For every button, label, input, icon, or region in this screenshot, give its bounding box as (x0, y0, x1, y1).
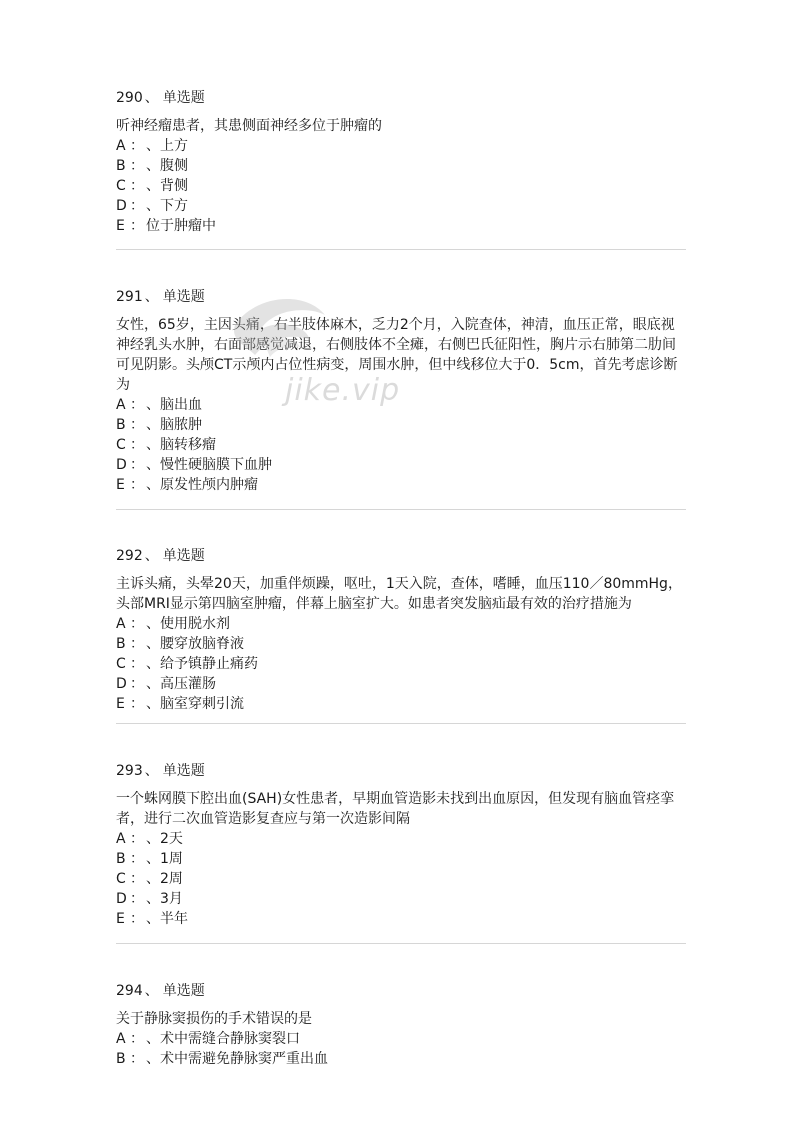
option-colon: ： (130, 158, 144, 174)
option-d[interactable] (116, 889, 686, 909)
question-number: 292 (116, 548, 143, 564)
option-e[interactable] (116, 216, 686, 236)
question-type: 单选题 (162, 983, 205, 999)
option-letter: D (116, 457, 127, 473)
option-text: 、2周 (146, 871, 183, 887)
divider (116, 723, 686, 724)
option-colon: ： (130, 676, 144, 692)
question-number: 290 (116, 90, 143, 106)
divider (116, 509, 686, 510)
option-colon: ： (130, 1031, 144, 1047)
option-b[interactable] (116, 849, 686, 869)
option-text: 、脑转移瘤 (146, 437, 216, 453)
option-letter: D (116, 891, 127, 907)
question-type: 单选题 (162, 90, 205, 106)
option-text: 位于肿瘤中 (146, 218, 216, 234)
option-d[interactable] (116, 196, 686, 216)
question-293 (116, 761, 686, 929)
option-colon: ： (130, 477, 144, 493)
question-number: 294 (116, 983, 143, 999)
watermark-text: jike.vip (285, 373, 401, 408)
option-text: 、下方 (146, 198, 188, 214)
option-letter: E (116, 911, 125, 927)
option-letter: D (116, 198, 127, 214)
option-text: 、上方 (146, 138, 188, 154)
option-letter: C (116, 437, 126, 453)
option-letter: B (116, 851, 126, 867)
question-type: 单选题 (162, 289, 205, 305)
option-letter: D (116, 676, 127, 692)
option-text: 、给予镇静止痛药 (146, 656, 258, 672)
option-colon: ： (130, 178, 144, 194)
option-colon: ： (130, 891, 144, 907)
option-colon: ： (130, 138, 144, 154)
option-letter: A (116, 616, 126, 632)
question-separator: 、 (144, 763, 159, 779)
question-stem: 一个蛛网膜下腔出血(SAH)女性患者，早期血管造影未找到出血原因，但发现有脑血管痉挛者，进行二次血管造影复查应与第一次造影间隔 (116, 791, 675, 827)
option-colon: ： (130, 696, 144, 712)
option-colon: ： (130, 1051, 144, 1067)
option-a[interactable] (116, 136, 686, 156)
option-text: 、1周 (146, 851, 183, 867)
question-header (116, 287, 686, 307)
option-colon: ： (130, 437, 144, 453)
option-colon: ： (130, 636, 144, 652)
question-type: 单选题 (162, 763, 205, 779)
option-letter: A (116, 138, 126, 154)
option-c[interactable] (116, 654, 686, 674)
option-list (116, 395, 686, 495)
option-a[interactable] (116, 614, 686, 634)
option-letter: A (116, 1031, 126, 1047)
option-colon: ： (130, 911, 144, 927)
question-290 (116, 88, 686, 236)
option-letter: C (116, 871, 126, 887)
option-text: 、半年 (146, 911, 188, 927)
option-text: 、脑出血 (146, 397, 202, 413)
option-b[interactable] (116, 156, 686, 176)
option-d[interactable] (116, 455, 686, 475)
option-b[interactable] (116, 634, 686, 654)
option-list (116, 614, 686, 714)
option-text: 、术中需避免静脉窦严重出血 (146, 1051, 328, 1067)
question-stem: 主诉头痛，头晕20天，加重伴烦躁，呕吐，1天入院，查体，嗜睡，血压110／80mmHg，头部MRI显示第四脑室肿瘤，伴幕上脑室扩大。如患者突发脑疝最有效的治疗措施为 (116, 576, 682, 612)
option-d[interactable] (116, 674, 686, 694)
option-a[interactable] (116, 1029, 686, 1049)
option-text: 、腰穿放脑脊液 (146, 636, 244, 652)
option-list (116, 136, 686, 236)
divider (116, 249, 686, 250)
option-text: 、3月 (146, 891, 183, 907)
option-b[interactable] (116, 1049, 686, 1069)
option-letter: C (116, 178, 126, 194)
option-colon: ： (130, 218, 144, 234)
question-separator: 、 (144, 90, 159, 106)
option-colon: ： (130, 851, 144, 867)
question-number: 291 (116, 289, 143, 305)
option-colon: ： (130, 831, 144, 847)
option-colon: ： (130, 616, 144, 632)
option-text: 、2天 (146, 831, 183, 847)
option-a[interactable] (116, 829, 686, 849)
question-291 (116, 287, 686, 495)
option-colon: ： (130, 871, 144, 887)
option-a[interactable] (116, 395, 686, 415)
option-text: 、使用脱水剂 (146, 616, 230, 632)
question-separator: 、 (144, 548, 159, 564)
option-e[interactable] (116, 475, 686, 495)
option-letter: C (116, 656, 126, 672)
option-letter: E (116, 477, 125, 493)
option-colon: ： (130, 417, 144, 433)
option-c[interactable] (116, 435, 686, 455)
option-letter: A (116, 397, 126, 413)
option-c[interactable] (116, 176, 686, 196)
question-separator: 、 (144, 983, 159, 999)
option-list (116, 829, 686, 929)
question-stem: 女性，65岁，主因头痛，右半肢体麻木，乏力2个月，入院查体，神清，血压正常，眼底视神经乳头水肿，右面部感觉减退，右侧肢体不全瘫，右侧巴氏征阳性，胸片示右肺第二肋间可见阴影。头颅CT示颅内占位性病变，周围水肿，但中线移位大于0．5cm，首先考虑诊断为 (116, 317, 678, 393)
question-header (116, 546, 686, 566)
question-header (116, 981, 686, 1001)
option-text: 、高压灌肠 (146, 676, 216, 692)
divider (116, 943, 686, 944)
option-text: 、原发性颅内肿瘤 (146, 477, 258, 493)
question-header (116, 88, 686, 108)
option-text: 、脑脓肿 (146, 417, 202, 433)
option-text: 、腹侧 (146, 158, 188, 174)
option-letter: B (116, 636, 126, 652)
question-separator: 、 (144, 289, 159, 305)
option-letter: E (116, 218, 125, 234)
option-e[interactable] (116, 909, 686, 929)
question-292 (116, 546, 686, 714)
option-colon: ： (130, 457, 144, 473)
option-colon: ： (130, 198, 144, 214)
option-text: 、脑室穿刺引流 (146, 696, 244, 712)
option-text: 、术中需缝合静脉窦裂口 (146, 1031, 300, 1047)
option-e[interactable] (116, 694, 686, 714)
option-letter: B (116, 417, 126, 433)
option-text: 、慢性硬脑膜下血肿 (146, 457, 272, 473)
option-letter: E (116, 696, 125, 712)
option-letter: B (116, 1051, 126, 1067)
option-letter: B (116, 158, 126, 174)
option-list (116, 1029, 686, 1069)
option-b[interactable] (116, 415, 686, 435)
question-number: 293 (116, 763, 143, 779)
option-c[interactable] (116, 869, 686, 889)
question-stem: 听神经瘤患者，其患侧面神经多位于肿瘤的 (116, 118, 382, 134)
option-colon: ： (130, 656, 144, 672)
question-294 (116, 981, 686, 1069)
option-letter: A (116, 831, 126, 847)
option-text: 、背侧 (146, 178, 188, 194)
option-colon: ： (130, 397, 144, 413)
question-type: 单选题 (162, 548, 205, 564)
question-stem: 关于静脉窦损伤的手术错误的是 (116, 1011, 312, 1027)
question-header (116, 761, 686, 781)
